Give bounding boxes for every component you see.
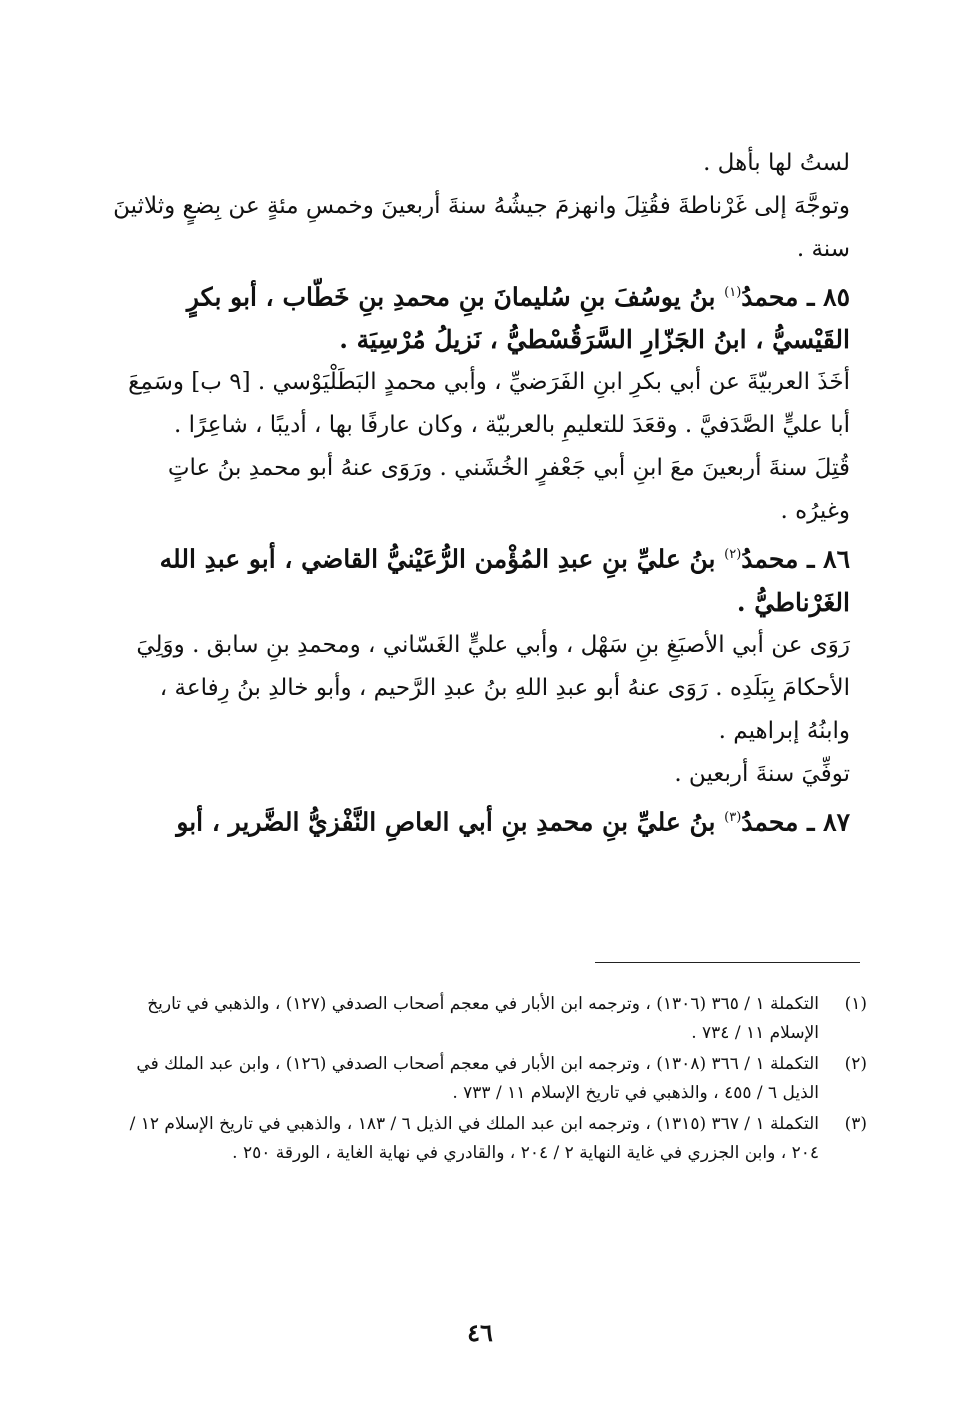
page-number: ٤٦ xyxy=(467,1318,493,1347)
entry-85-name: ٨٥ ـ محمدُ xyxy=(741,282,850,312)
footnotes xyxy=(115,990,867,1170)
footnote-ref-3: (٣) xyxy=(724,809,742,825)
footnote-ref-1: (١) xyxy=(724,285,742,300)
entry-85-heading xyxy=(110,271,850,361)
footnote-1 xyxy=(115,990,867,1048)
footnote-number: (٢) xyxy=(844,1054,867,1074)
entry-86-paragraph-2: توفِّيَ سنةَ أربعين . xyxy=(674,760,850,787)
footnote-text: التكملة ١ / ٣٦٥ (١٣٠٦) ، وترجمه ابن الأبار في معجم أصحاب الصدفي (١٢٧) ، والذهبي في تاريخ الإسلام ١١ / ٧٣٤ . xyxy=(147,994,819,1043)
footnote-number: (٣) xyxy=(844,1114,867,1134)
footnote-divider xyxy=(595,962,860,963)
entry-87-name: ٨٧ ـ محمدُ xyxy=(741,806,850,836)
footnote-text: التكملة ١ / ٣٦٧ (١٣١٥) ، وترجمه ابن عبد الملك في الذيل ٦ / ١٨٣ ، والذهبي في تاريخ الإسلام ١٢ / ٢٠٤ ، وابن الجزري في غاية النهاية ٢ / ٢٠٤ ، والقادري في نهاية الغاية ، الورقة ٢٥٠ . xyxy=(129,1114,819,1163)
entry-87-heading xyxy=(110,796,850,843)
entry-86-name: ٨٦ ـ محمدُ xyxy=(741,544,850,574)
footnote-2 xyxy=(115,1050,867,1108)
entry-85-paragraph-1: أخَذَ العربيّةَ عن أبي بكرِ ابنِ الفَرَضيِّ ، وأبي محمدٍ البَطَلْيَوْسي . [٩ ب] وسَمِعَ أبا عليٍّ الصَّدَفيَّ . وقعَدَ للتعليمِ بالعربيّة ، وكان عارفًا بها ، أديبًا ، شاعِرًا . xyxy=(128,369,850,439)
paragraph-continuation: لستُ لها بأهل . xyxy=(703,150,850,176)
footnote-ref-2: (٢) xyxy=(724,547,742,563)
main-text xyxy=(110,142,850,843)
entry-85-paragraph-2: قُتِلَ سنةَ أربعينَ معَ ابنِ أبي جَعْفرٍ الخُشَني . ورَوَى عنهُ أبو محمدِ بنُ عاتٍ وغيرُه . xyxy=(167,455,850,525)
entry-86-lineage: بنُ عليِّ بنِ عبدِ المُؤْمن الرُّعَيْنيُّ القاضي ، أبو عبدِ الله الغَرْناطيُّ . xyxy=(159,544,850,617)
footnote-3 xyxy=(115,1110,867,1168)
entry-86-heading xyxy=(110,533,850,623)
entry-86-paragraph-1: رَوَى عن أبي الأصبَغِ بنِ سَهْل ، وأبي عليٍّ الغَسّاني ، ومحمدِ بنِ سابق . ووَلِيَ الأحكامَ بِبَلَدِه . رَوَى عنهُ أبو عبدِ اللهِ بنُ عبدِ الرَّحيم ، وأبو خالدِ بنُ رِفاعة ، وابنُهُ إبراهيم . xyxy=(136,631,850,744)
paragraph-death-note: وتوجَّهَ إلى غَرْناطةَ فقُتِلَ وانهزمَ جيشُهُ سنةَ أربعينَ وخمسِ مئةٍ عن بِضعٍ وثلاثينَ سنة . xyxy=(113,193,850,262)
entry-85-lineage: بنُ يوسُفَ بنِ سُليمانَ بنِ محمدِ بنِ خَطّاب ، أبو بكرٍ القَيْسيُّ ، ابنُ الجَزّارِ السَّرَقُسْطيُّ ، نَزيلُ مُرْسِيَة . xyxy=(186,282,850,355)
entry-87-lineage: بنُ عليِّ بنِ محمدِ بنِ أبي العاصِ النَّفْزيُّ الضَّرير ، أبو xyxy=(176,806,725,836)
footnote-number: (١) xyxy=(844,994,867,1014)
footnote-text: التكملة ١ / ٣٦٦ (١٣٠٨) ، وترجمه ابن الأبار في معجم أصحاب الصدفي (١٢٦) ، وابن عبد الملك في الذيل ٦ / ٤٥٥ ، والذهبي في تاريخ الإسلام ١١ / ٧٣٣ . xyxy=(136,1054,819,1103)
